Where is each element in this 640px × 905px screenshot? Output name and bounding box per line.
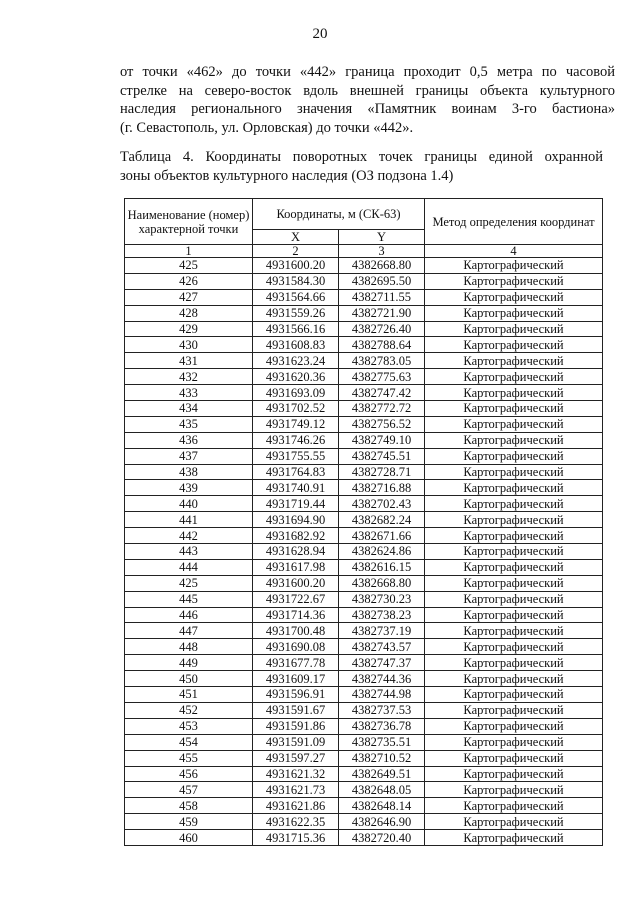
cell-x-coordinate: 4931700.48	[253, 623, 339, 639]
cell-method: Картографический	[425, 559, 603, 575]
cell-method: Картографический	[425, 623, 603, 639]
table-body	[125, 258, 603, 846]
cell-x-coordinate: 4931622.35	[253, 814, 339, 830]
cell-point-number: 445	[125, 591, 253, 607]
cell-y-coordinate: 4382646.90	[339, 814, 425, 830]
cell-y-coordinate: 4382668.80	[339, 575, 425, 591]
table-row	[125, 353, 603, 369]
table-row	[125, 814, 603, 830]
cell-y-coordinate: 4382649.51	[339, 766, 425, 782]
table-row	[125, 623, 603, 639]
table-row	[125, 782, 603, 798]
table-row	[125, 480, 603, 496]
cell-y-coordinate: 4382743.57	[339, 639, 425, 655]
cell-method: Картографический	[425, 448, 603, 464]
cell-y-coordinate: 4382702.43	[339, 496, 425, 512]
cell-method: Картографический	[425, 401, 603, 417]
cell-point-number: 431	[125, 353, 253, 369]
table-row	[125, 830, 603, 846]
cell-method: Картографический	[425, 575, 603, 591]
cell-point-number: 458	[125, 798, 253, 814]
cell-method: Картографический	[425, 639, 603, 655]
cell-point-number: 429	[125, 321, 253, 337]
cell-point-number: 433	[125, 385, 253, 401]
table-row	[125, 448, 603, 464]
coordinates-table	[124, 198, 603, 846]
cell-x-coordinate: 4931591.86	[253, 718, 339, 734]
column-number: 4	[425, 245, 603, 258]
cell-x-coordinate: 4931566.16	[253, 321, 339, 337]
cell-x-coordinate: 4931690.08	[253, 639, 339, 655]
table-row	[125, 528, 603, 544]
cell-y-coordinate: 4382735.51	[339, 734, 425, 750]
cell-x-coordinate: 4931591.67	[253, 702, 339, 718]
cell-point-number: 425	[125, 258, 253, 274]
table-row	[125, 432, 603, 448]
caption-line: Таблица 4. Координаты поворотных точек границы единой охранной	[120, 149, 603, 165]
table-row	[125, 671, 603, 687]
cell-y-coordinate: 4382716.88	[339, 480, 425, 496]
cell-x-coordinate: 4931682.92	[253, 528, 339, 544]
cell-point-number: 435	[125, 416, 253, 432]
cell-point-number: 441	[125, 512, 253, 528]
intro-line: от точки «462» до точки «442» граница проходит 0,5 метра по часовой	[120, 64, 615, 80]
cell-y-coordinate: 4382710.52	[339, 750, 425, 766]
table-row	[125, 385, 603, 401]
cell-y-coordinate: 4382788.64	[339, 337, 425, 353]
column-number: 1	[125, 245, 253, 258]
cell-method: Картографический	[425, 258, 603, 274]
cell-point-number: 444	[125, 559, 253, 575]
table-row	[125, 559, 603, 575]
caption-line: зоны объектов культурного наследия (ОЗ подзона 1.4)	[120, 167, 454, 184]
cell-method: Картографический	[425, 798, 603, 814]
cell-y-coordinate: 4382772.72	[339, 401, 425, 417]
cell-x-coordinate: 4931740.91	[253, 480, 339, 496]
cell-x-coordinate: 4931600.20	[253, 575, 339, 591]
cell-y-coordinate: 4382745.51	[339, 448, 425, 464]
table-caption	[120, 148, 603, 185]
cell-point-number: 451	[125, 687, 253, 703]
table-row	[125, 544, 603, 560]
cell-method: Картографический	[425, 782, 603, 798]
table-row	[125, 575, 603, 591]
cell-method: Картографический	[425, 702, 603, 718]
cell-x-coordinate: 4931609.17	[253, 671, 339, 687]
cell-x-coordinate: 4931719.44	[253, 496, 339, 512]
cell-x-coordinate: 4931749.12	[253, 416, 339, 432]
cell-method: Картографический	[425, 289, 603, 305]
cell-y-coordinate: 4382736.78	[339, 718, 425, 734]
cell-x-coordinate: 4931584.30	[253, 273, 339, 289]
cell-x-coordinate: 4931715.36	[253, 830, 339, 846]
cell-x-coordinate: 4931621.73	[253, 782, 339, 798]
cell-point-number: 450	[125, 671, 253, 687]
cell-y-coordinate: 4382737.19	[339, 623, 425, 639]
cell-point-number: 437	[125, 448, 253, 464]
table-row	[125, 512, 603, 528]
cell-y-coordinate: 4382775.63	[339, 369, 425, 385]
cell-y-coordinate: 4382682.24	[339, 512, 425, 528]
cell-point-number: 442	[125, 528, 253, 544]
cell-x-coordinate: 4931559.26	[253, 305, 339, 321]
cell-point-number: 426	[125, 273, 253, 289]
cell-y-coordinate: 4382737.53	[339, 702, 425, 718]
table-row	[125, 687, 603, 703]
cell-method: Картографический	[425, 321, 603, 337]
table-row	[125, 273, 603, 289]
page-number: 20	[312, 26, 328, 42]
cell-y-coordinate: 4382730.23	[339, 591, 425, 607]
table-row	[125, 496, 603, 512]
cell-point-number: 432	[125, 369, 253, 385]
cell-y-coordinate: 4382747.42	[339, 385, 425, 401]
cell-method: Картографический	[425, 416, 603, 432]
table-row	[125, 750, 603, 766]
header-point-name: Наименование (номер) характерной точки	[125, 199, 253, 245]
cell-method: Картографический	[425, 766, 603, 782]
cell-point-number: 443	[125, 544, 253, 560]
table-row	[125, 401, 603, 417]
cell-method: Картографический	[425, 432, 603, 448]
cell-x-coordinate: 4931693.09	[253, 385, 339, 401]
cell-method: Картографический	[425, 385, 603, 401]
cell-point-number: 459	[125, 814, 253, 830]
cell-x-coordinate: 4931677.78	[253, 655, 339, 671]
header-y: Y	[339, 230, 425, 245]
table-row	[125, 258, 603, 274]
table-row	[125, 702, 603, 718]
cell-method: Картографический	[425, 369, 603, 385]
cell-point-number: 448	[125, 639, 253, 655]
table-row	[125, 718, 603, 734]
cell-method: Картографический	[425, 750, 603, 766]
table-row	[125, 766, 603, 782]
cell-y-coordinate: 4382648.14	[339, 798, 425, 814]
cell-point-number: 455	[125, 750, 253, 766]
cell-point-number: 460	[125, 830, 253, 846]
cell-method: Картографический	[425, 512, 603, 528]
cell-method: Картографический	[425, 814, 603, 830]
cell-x-coordinate: 4931597.27	[253, 750, 339, 766]
cell-y-coordinate: 4382720.40	[339, 830, 425, 846]
cell-point-number: 436	[125, 432, 253, 448]
table-row	[125, 416, 603, 432]
table-row	[125, 798, 603, 814]
cell-point-number: 447	[125, 623, 253, 639]
header-x: X	[253, 230, 339, 245]
cell-x-coordinate: 4931617.98	[253, 559, 339, 575]
cell-x-coordinate: 4931621.86	[253, 798, 339, 814]
cell-x-coordinate: 4931564.66	[253, 289, 339, 305]
cell-point-number: 449	[125, 655, 253, 671]
cell-method: Картографический	[425, 496, 603, 512]
cell-y-coordinate: 4382738.23	[339, 607, 425, 623]
cell-point-number: 425	[125, 575, 253, 591]
cell-x-coordinate: 4931591.09	[253, 734, 339, 750]
cell-x-coordinate: 4931600.20	[253, 258, 339, 274]
cell-point-number: 454	[125, 734, 253, 750]
cell-y-coordinate: 4382695.50	[339, 273, 425, 289]
cell-x-coordinate: 4931694.90	[253, 512, 339, 528]
intro-paragraph	[120, 63, 615, 137]
cell-x-coordinate: 4931755.55	[253, 448, 339, 464]
cell-y-coordinate: 4382721.90	[339, 305, 425, 321]
cell-point-number: 427	[125, 289, 253, 305]
cell-x-coordinate: 4931722.67	[253, 591, 339, 607]
cell-x-coordinate: 4931714.36	[253, 607, 339, 623]
table-row	[125, 305, 603, 321]
cell-point-number: 434	[125, 401, 253, 417]
table-row	[125, 607, 603, 623]
cell-method: Картографический	[425, 305, 603, 321]
cell-x-coordinate: 4931620.36	[253, 369, 339, 385]
cell-x-coordinate: 4931702.52	[253, 401, 339, 417]
table-row	[125, 321, 603, 337]
cell-y-coordinate: 4382747.37	[339, 655, 425, 671]
cell-method: Картографический	[425, 655, 603, 671]
cell-y-coordinate: 4382711.55	[339, 289, 425, 305]
table-row	[125, 289, 603, 305]
cell-x-coordinate: 4931746.26	[253, 432, 339, 448]
column-number: 3	[339, 245, 425, 258]
cell-y-coordinate: 4382756.52	[339, 416, 425, 432]
cell-method: Картографический	[425, 591, 603, 607]
table-row	[125, 655, 603, 671]
cell-point-number: 439	[125, 480, 253, 496]
cell-method: Картографический	[425, 734, 603, 750]
cell-method: Картографический	[425, 464, 603, 480]
cell-point-number: 453	[125, 718, 253, 734]
header-coordinates: Координаты, м (СК-63)	[253, 199, 425, 230]
cell-point-number: 430	[125, 337, 253, 353]
cell-y-coordinate: 4382783.05	[339, 353, 425, 369]
cell-x-coordinate: 4931608.83	[253, 337, 339, 353]
table-row	[125, 591, 603, 607]
cell-y-coordinate: 4382726.40	[339, 321, 425, 337]
cell-y-coordinate: 4382668.80	[339, 258, 425, 274]
table-row	[125, 464, 603, 480]
table-row	[125, 369, 603, 385]
cell-method: Картографический	[425, 687, 603, 703]
cell-y-coordinate: 4382648.05	[339, 782, 425, 798]
cell-point-number: 438	[125, 464, 253, 480]
cell-method: Картографический	[425, 830, 603, 846]
cell-y-coordinate: 4382616.15	[339, 559, 425, 575]
table-row	[125, 337, 603, 353]
intro-line: стрелке на северо-восток вдоль внешней границы объекта культурного	[120, 82, 615, 99]
cell-point-number: 428	[125, 305, 253, 321]
cell-y-coordinate: 4382624.86	[339, 544, 425, 560]
cell-point-number: 440	[125, 496, 253, 512]
intro-line: наследия регионального значения «Памятник воинам 3-го бастиона»	[120, 101, 615, 117]
cell-method: Картографический	[425, 273, 603, 289]
header-method: Метод определения координат	[425, 199, 603, 245]
cell-y-coordinate: 4382671.66	[339, 528, 425, 544]
cell-point-number: 456	[125, 766, 253, 782]
cell-x-coordinate: 4931621.32	[253, 766, 339, 782]
cell-method: Картографический	[425, 544, 603, 560]
cell-x-coordinate: 4931764.83	[253, 464, 339, 480]
cell-method: Картографический	[425, 353, 603, 369]
cell-y-coordinate: 4382744.36	[339, 671, 425, 687]
cell-x-coordinate: 4931596.91	[253, 687, 339, 703]
cell-method: Картографический	[425, 528, 603, 544]
cell-method: Картографический	[425, 480, 603, 496]
cell-point-number: 446	[125, 607, 253, 623]
cell-method: Картографический	[425, 671, 603, 687]
cell-x-coordinate: 4931628.94	[253, 544, 339, 560]
cell-method: Картографический	[425, 337, 603, 353]
table-row	[125, 639, 603, 655]
cell-y-coordinate: 4382744.98	[339, 687, 425, 703]
cell-point-number: 457	[125, 782, 253, 798]
cell-method: Картографический	[425, 607, 603, 623]
cell-method: Картографический	[425, 718, 603, 734]
intro-line: (г. Севастополь, ул. Орловская) до точки «442».	[120, 119, 414, 136]
cell-y-coordinate: 4382728.71	[339, 464, 425, 480]
cell-x-coordinate: 4931623.24	[253, 353, 339, 369]
cell-point-number: 452	[125, 702, 253, 718]
table-row	[125, 734, 603, 750]
column-number: 2	[253, 245, 339, 258]
cell-y-coordinate: 4382749.10	[339, 432, 425, 448]
